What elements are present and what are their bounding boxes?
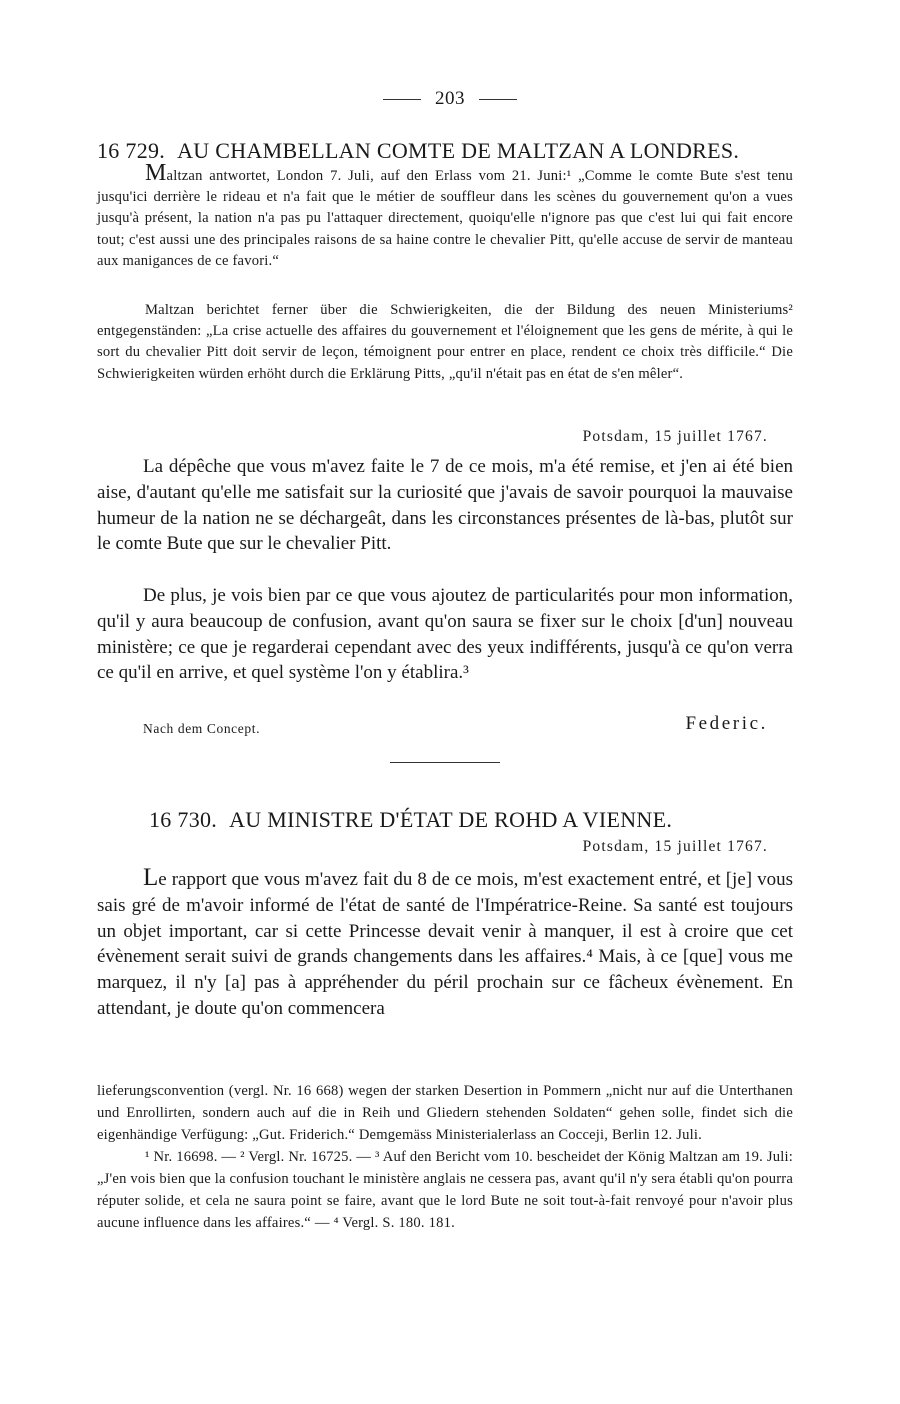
running-head-rule-right xyxy=(479,99,517,100)
summary-paragraph xyxy=(97,160,793,272)
page-number: 203 xyxy=(435,88,465,109)
letter-summary-continued xyxy=(97,300,793,385)
section-divider xyxy=(390,762,500,763)
body-text: e rapport que vous m'avez fait du 8 de ce mois, m'est exactement entré, et [je] vous sais gré de m'avoir informé de l'état de santé de l'Impératrice-Reine. Sa santé est toujours un objet important, car si cette Princesse devait venir à manquer, il est à croire que cet évènement serait suivi de grands changements dans les affaires.⁴ Mais, à ce [que] vous me marquez, il n'y [a] pas à appréhender du péril prochain sur ce fâcheux évènement. En attendant, je doute qu'on commencera xyxy=(97,869,793,1019)
summary-paragraph: Maltzan berichtet ferner über die Schwierigkeiten, die der Bildung des neuen Ministeriums² entgegenständen: „La crise actuelle des affaires du gouvernement et l'éloignement que les gens de mérite, à qui le sort du chevalier Pitt doit servir de leçon, témoignent pour entrer en place, rendent ce choix très difficile.“ Die Schwierigkeiten würden erhöht durch die Erklärung Pitts, „qu'il n'était pas en état de s'en mêler“. xyxy=(97,302,793,382)
signature: Federic. xyxy=(685,713,768,734)
body-paragraph: La dépêche que vous m'avez faite le 7 de ce mois, m'a été remise, et j'en ai été bien aise, d'autant qu'elle me satisfait sur la curiosité que j'avais de savoir pourquoi la mauvaise humeur de la nation ne se déchargeât, dans les circonstances présentes de là-bas, plutôt sur le comte Bute que sur le chevalier Pitt. xyxy=(97,456,793,555)
dateline: Potsdam, 15 juillet 1767. xyxy=(582,838,768,855)
footnote-continuation xyxy=(97,1080,793,1146)
letter-body-continued xyxy=(97,583,793,686)
dateline: Potsdam, 15 juillet 1767. xyxy=(582,428,768,445)
drop-capital: M xyxy=(145,160,167,186)
letter-heading xyxy=(149,807,849,833)
body-paragraph xyxy=(97,865,793,1022)
footnotes xyxy=(97,1146,793,1234)
drop-capital: L xyxy=(143,864,159,891)
letter-title: AU MINISTRE D'ÉTAT DE ROHD A VIENNE. xyxy=(229,807,673,832)
source-note: Nach dem Concept. xyxy=(143,721,261,736)
letter-heading xyxy=(97,138,797,164)
letter-body xyxy=(97,865,793,1022)
letter-number: 16 730. xyxy=(149,807,218,832)
letter-body xyxy=(97,454,793,557)
summary-text: altzan antwortet, London 7. Juli, auf den Erlass vom 21. Juni:¹ „Comme le comte Bute s'est tenu jusqu'ici derrière le rideau et n'a fait que le métier de souffleur dans les scènes du gouvernement qu'on a vues jusqu'à présent, la nation n'a pas pu l'attaquer directement, quoiqu'elle n'ignore pas que c'est lui qui fait encore tout; c'est aussi une des principales raisons de sa haine contre le chevalier Pitt, qu'elle accuse de servir de manteau aux manigances de ce favori.“ xyxy=(97,168,793,269)
running-head-rule-left xyxy=(383,99,421,100)
body-paragraph: De plus, je vois bien par ce que vous ajoutez de particularités pour mon information, qu'il y aura beaucoup de confusion, avant qu'on saura se fixer sur le choix [d'un] nouveau ministère; ce que je regarderai cependant avec des yeux indifférents, jusqu'à ce qu'on verra ce qu'il en arrive, et quel système l'on y établira.³ xyxy=(97,585,793,684)
letter-summary xyxy=(97,160,793,272)
letter-title: AU CHAMBELLAN COMTE DE MALTZAN A LONDRES. xyxy=(177,138,740,163)
running-head xyxy=(0,88,900,110)
letter-number: 16 729. xyxy=(97,138,166,163)
footnote-text: ¹ Nr. 16698. — ² Vergl. Nr. 16725. — ³ Auf den Bericht vom 10. bescheidet der König Maltzan am 19. Juli: „J'en vois bien que la confusion touchant le ministère anglais ne cessera pas, avant qu'il n'y sera établi qu'on pourra réputer solide, et cela ne saura point se faire, avant que le lord Bute ne soit tout-à-fait renvoyé pour n'avoir plus aucune influence dans les affaires.“ — ⁴ Vergl. S. 180. 181. xyxy=(97,1149,793,1231)
footnote-text: lieferungsconvention (vergl. Nr. 16 668) wegen der starken Desertion in Pommern „nicht nur auf die Unterthanen und Enrollirten, sondern auch auf die in Reih und Gliedern stehenden Soldaten“ gehen solle, findet sich die eigenhändige Verfügung: „Gut. Friderich.“ Demgemäss Ministerialerlass an Cocceji, Berlin 12. Juli. xyxy=(97,1083,793,1143)
